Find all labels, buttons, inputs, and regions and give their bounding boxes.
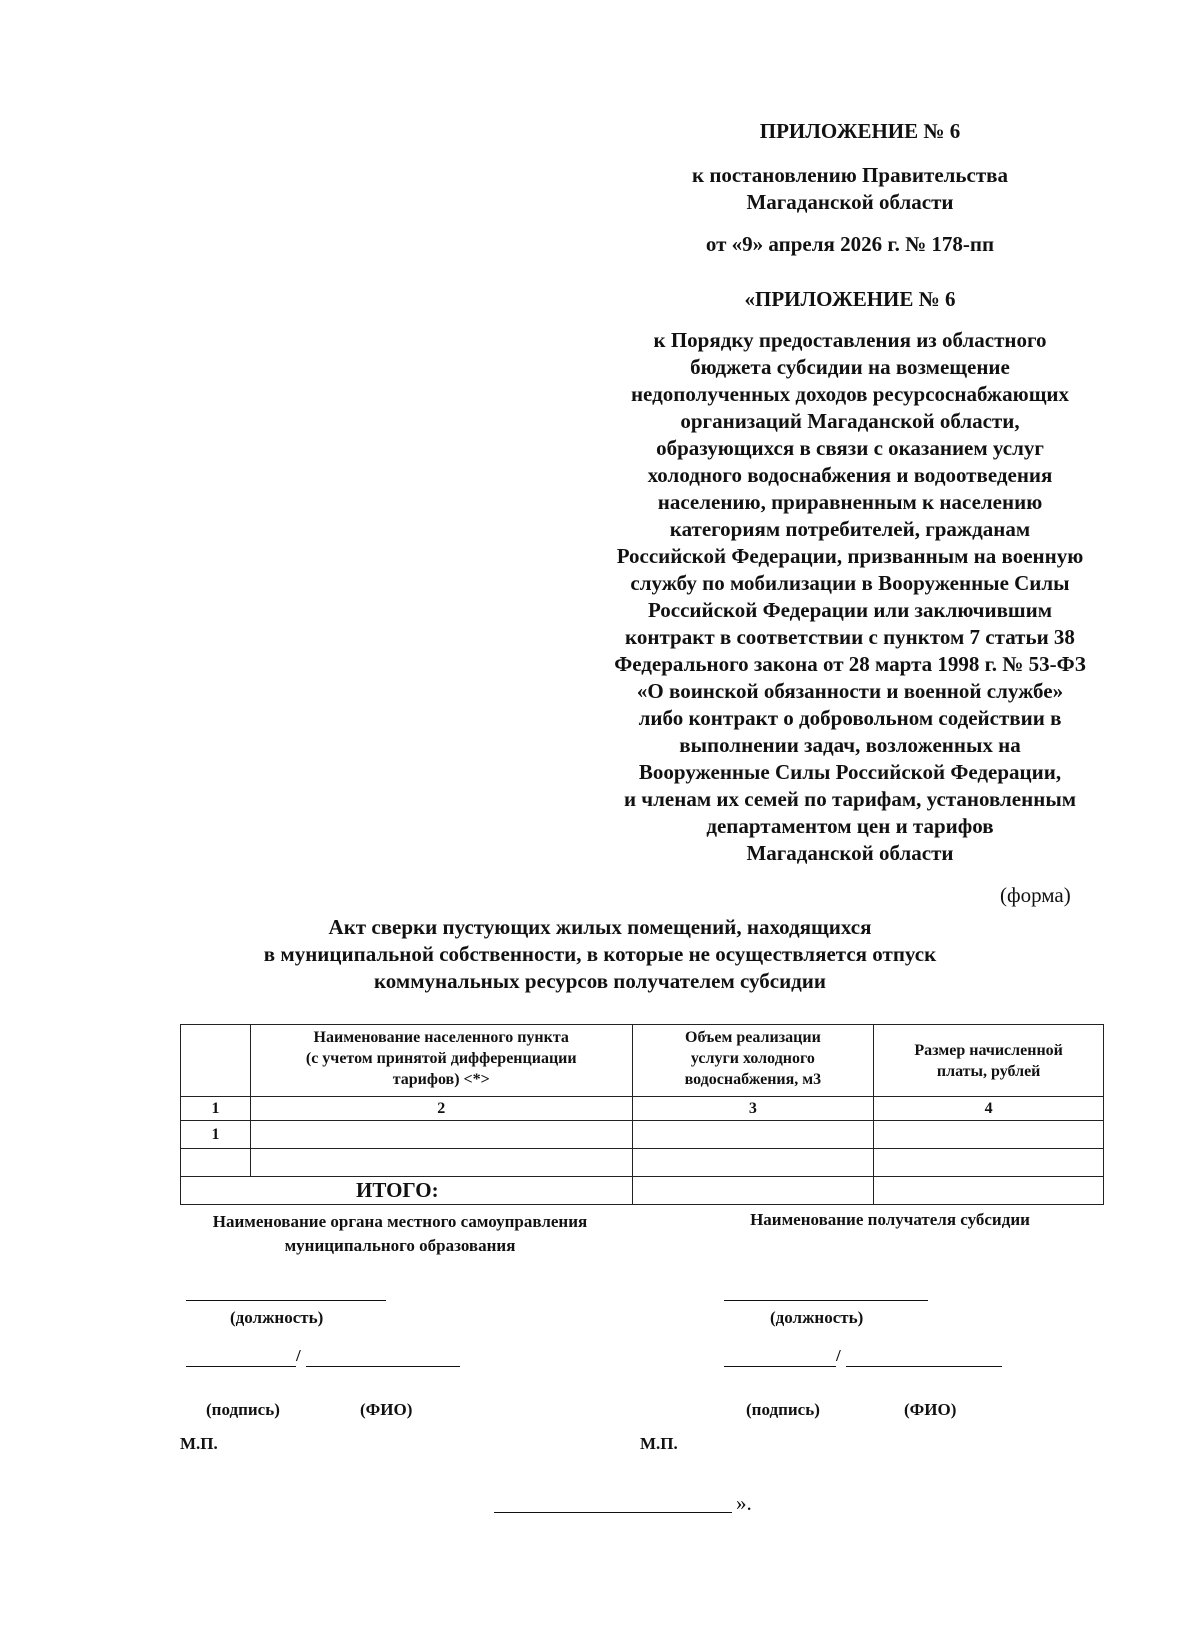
inner-line: контракт в соответствии с пунктом 7 статьи 38 bbox=[625, 625, 1075, 649]
header-text: Наименование населенного пункта bbox=[313, 1029, 569, 1046]
table-row bbox=[181, 1121, 1104, 1149]
header-text: платы, рублей bbox=[936, 1062, 1041, 1080]
left-org-name bbox=[170, 1210, 630, 1258]
reconciliation-table bbox=[180, 1024, 1104, 1205]
form-label: (форма) bbox=[1000, 883, 1071, 907]
left-position-label: (должность) bbox=[230, 1308, 324, 1327]
inner-line: и членам их семей по тарифам, установленным bbox=[623, 787, 1077, 811]
numbering-cell: 3 bbox=[632, 1097, 874, 1121]
table-total-row bbox=[181, 1177, 1104, 1205]
total-volume-cell bbox=[632, 1177, 874, 1205]
right-fio-line bbox=[846, 1366, 1002, 1367]
left-stamp: М.П. bbox=[180, 1434, 218, 1453]
settlement-cell bbox=[250, 1121, 632, 1149]
inner-line: службу по мобилизации в Вооруженные Силы bbox=[630, 571, 1070, 595]
inner-line: Магаданской области bbox=[746, 841, 954, 865]
appendix-title: ПРИЛОЖЕНИЕ № 6 bbox=[759, 119, 961, 143]
header-text: тарифов) <*> bbox=[392, 1071, 490, 1088]
left-fio-label: (ФИО) bbox=[360, 1400, 413, 1419]
closing-quote: ». bbox=[736, 1491, 752, 1515]
numbering-cell: 1 bbox=[181, 1097, 251, 1121]
inner-line: недополученных доходов ресурсоснабжающих bbox=[630, 382, 1070, 406]
total-payment-cell bbox=[874, 1177, 1104, 1205]
total-label-cell: ИТОГО: bbox=[181, 1177, 633, 1205]
resolution-line-2: Магаданской области bbox=[746, 190, 954, 214]
settlement-cell bbox=[250, 1149, 632, 1177]
right-org-name: Наименование получателя субсидии bbox=[750, 1210, 1030, 1229]
left-signature-line bbox=[186, 1366, 296, 1367]
inner-line: населению, приравненным к населению bbox=[657, 490, 1043, 514]
header-cell-volume bbox=[632, 1025, 874, 1097]
inner-line: Вооруженные Силы Российской Федерации, bbox=[638, 760, 1062, 784]
inner-line: Федерального закона от 28 марта 1998 г. № 53-ФЗ bbox=[614, 652, 1086, 676]
inner-line: категориям потребителей, гражданам bbox=[669, 517, 1031, 541]
inner-line: Российской Федерации, призванным на военную bbox=[616, 544, 1084, 568]
left-position-line bbox=[186, 1300, 386, 1301]
header-cell-payment bbox=[874, 1025, 1104, 1097]
header-cell-num bbox=[181, 1025, 251, 1097]
left-org-line-2: муниципального образования bbox=[284, 1236, 516, 1255]
resolution-date: от «9» апреля 2026 г. № 178-пп bbox=[705, 232, 995, 256]
header-cell-settlement bbox=[250, 1025, 632, 1097]
inner-line: к Порядку предоставления из областного bbox=[653, 328, 1047, 352]
inner-line: «О воинской обязанности и военной службе» bbox=[636, 679, 1064, 703]
header-text: Объем реализации bbox=[685, 1029, 821, 1046]
right-fio-label: (ФИО) bbox=[904, 1400, 957, 1419]
header-text: услуги холодного bbox=[690, 1050, 815, 1067]
inner-appendix-title: «ПРИЛОЖЕНИЕ № 6 bbox=[744, 287, 956, 311]
volume-cell bbox=[632, 1149, 874, 1177]
header-text: водоснабжения, м3 bbox=[684, 1071, 822, 1088]
act-title-line-2: в муниципальной собственности, в которые не осуществляется отпуск bbox=[263, 942, 937, 966]
inner-line: холодного водоснабжения и водоотведения bbox=[647, 463, 1053, 487]
left-signature-label: (подпись) bbox=[206, 1400, 280, 1419]
row-number bbox=[181, 1149, 251, 1177]
numbering-cell: 2 bbox=[250, 1097, 632, 1121]
header-text: Размер начисленной bbox=[914, 1041, 1063, 1059]
table-row bbox=[181, 1149, 1104, 1177]
inner-header-text bbox=[580, 327, 1120, 867]
inner-line: выполнении задач, возложенных на bbox=[679, 733, 1021, 757]
left-slash: / bbox=[296, 1346, 301, 1365]
right-stamp: М.П. bbox=[640, 1434, 678, 1453]
act-title-line-3: коммунальных ресурсов получателем субсидии bbox=[373, 969, 827, 993]
left-org-line-1: Наименование органа местного самоуправления bbox=[212, 1212, 588, 1231]
row-number: 1 bbox=[181, 1121, 251, 1149]
right-slash: / bbox=[836, 1346, 841, 1365]
left-fio-line bbox=[306, 1366, 460, 1367]
inner-line: организаций Магаданской области, bbox=[680, 409, 1020, 433]
payment-cell bbox=[874, 1121, 1104, 1149]
inner-line: Российской Федерации или заключившим bbox=[647, 598, 1053, 622]
inner-line: образующихся в связи с оказанием услуг bbox=[656, 436, 1044, 460]
closing-line bbox=[494, 1512, 732, 1513]
numbering-cell: 4 bbox=[874, 1097, 1104, 1121]
right-position-label: (должность) bbox=[770, 1308, 864, 1327]
inner-line: либо контракт о добровольном содействии в bbox=[638, 706, 1062, 730]
act-title-line-1: Акт сверки пустующих жилых помещений, находящихся bbox=[328, 915, 872, 939]
inner-line: бюджета субсидии на возмещение bbox=[690, 355, 1010, 379]
header-text: (с учетом принятой дифференциации bbox=[305, 1050, 577, 1067]
act-title bbox=[180, 914, 1020, 995]
right-position-line bbox=[724, 1300, 928, 1301]
inner-line: департаментом цен и тарифов bbox=[706, 814, 994, 838]
payment-cell bbox=[874, 1149, 1104, 1177]
right-signature-label: (подпись) bbox=[746, 1400, 820, 1419]
volume-cell bbox=[632, 1121, 874, 1149]
table-header-row bbox=[181, 1025, 1104, 1097]
right-signature-line bbox=[724, 1366, 836, 1367]
table-numbering-row bbox=[181, 1097, 1104, 1121]
resolution-line-1: к постановлению Правительства bbox=[691, 163, 1009, 187]
